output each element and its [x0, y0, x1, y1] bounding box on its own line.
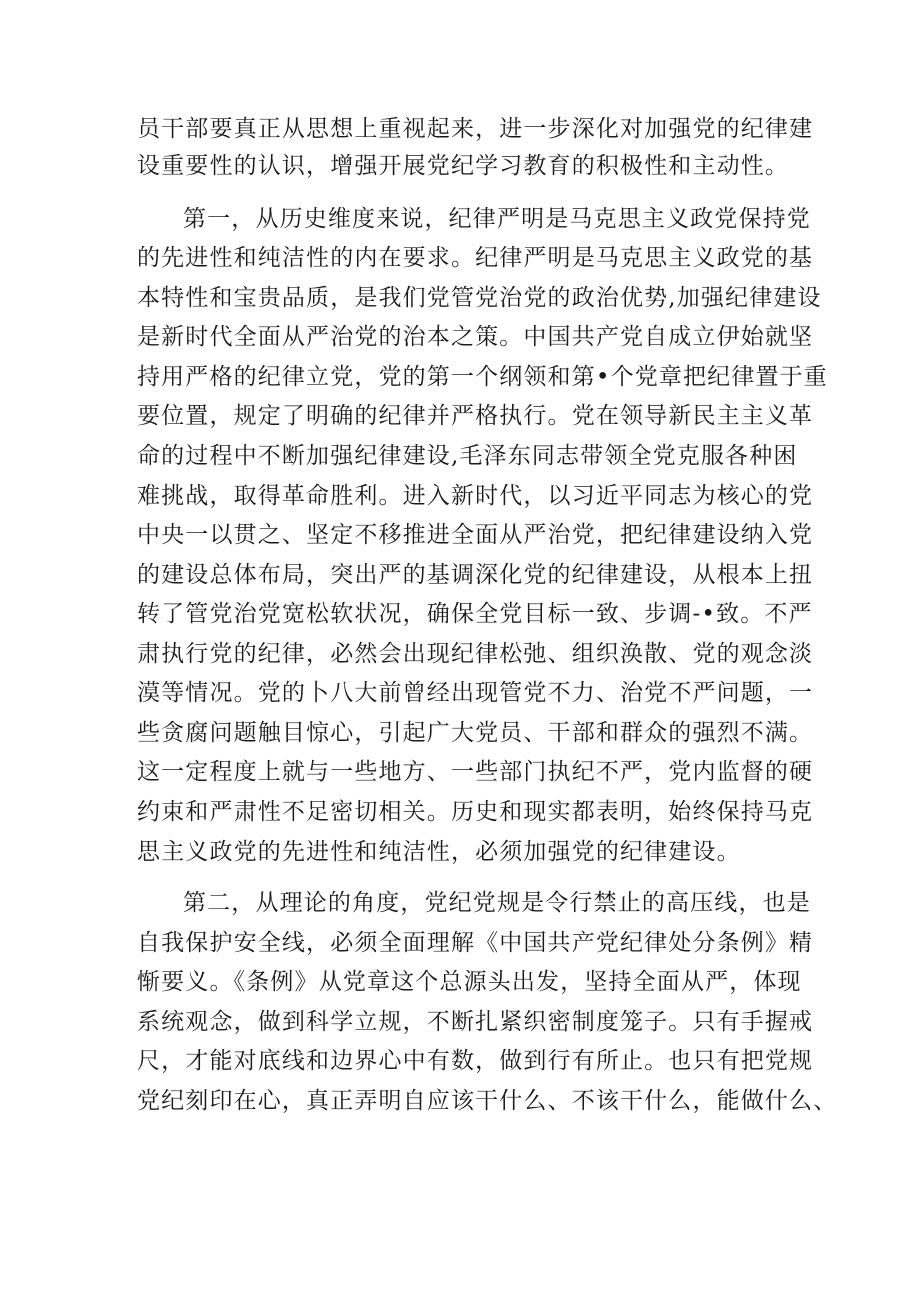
text-line: 党纪刻印在心，真正弄明自应该干什么、不该干什么，能做什么、 — [137, 1088, 838, 1114]
text-line: 中央一以贯之、坚定不移推进全面从严治党，把纪律建设纳入党 — [137, 522, 814, 548]
text-line: 尺，才能对底线和边界心中有数，做到行有所止。也只有把党规 — [137, 1048, 814, 1074]
text-line: 这一定程度上就与一些地方、一些部门执纪不严，党内监督的硬 — [137, 759, 814, 785]
text-line: 思主义政党的先进性和纯洁性，必须加强党的纪律建设。 — [137, 839, 741, 865]
text-line: 是新时代全面从严治党的治本之策。中国共产党自成立伊始就坚 — [137, 324, 814, 350]
text-line: 员干部要真正从思想上重视起来，进一步深化对加强党的纪律建 — [137, 116, 814, 142]
text-line: 转了管党治党宽松软状况，确保全党目标一致、步调-•致。不严 — [137, 601, 813, 627]
text-line: 漠等情况。党的卜八大前曾经出现管党不力、治党不严问题，一 — [137, 680, 814, 706]
text-line: 的建设总体布局，突出严的基调深化党的纪律建设，从根本上扭 — [137, 562, 814, 588]
text-line: 自我保护安全线，必须全面理解《中国共产党纪律处分条例》精 — [137, 930, 814, 956]
text-line: 的先进性和纯洁性的内在要求。纪律严明是马克思主义政党的基 — [137, 245, 814, 271]
text-line: 要位置，规定了明确的纪律并严格执行。党在领导新民主主义革 — [137, 403, 814, 429]
paragraph-2-first-line: 第二，从理论的角度，党纪党规是令行禁止的高压线，也是 — [183, 890, 811, 916]
text-line: 命的过程中不断加强纪律建设,毛泽东同志带领全党克服各种困 — [137, 443, 798, 469]
text-line: 持用严格的纪律立党，党的第一个纲领和第•个党章把纪律置于重 — [137, 364, 828, 390]
text-line: 些贪腐问题触目惊心，引起广大党员、干部和群众的强烈不满。 — [137, 720, 814, 746]
text-line: 难挑战，取得革命胜利。进入新时代，以习近平同志为核心的党 — [137, 483, 814, 509]
text-line: 肃执行党的纪律，必然会出现纪律松弛、组织涣散、党的观念淡 — [137, 641, 814, 667]
paragraph-1-first-line: 第一，从历史维度来说，纪律严明是马克思主义政党保持党 — [183, 206, 811, 232]
text-line: 惭要义。《条例》从党章这个总源头出发，坚持全面从严，体现 — [137, 969, 802, 995]
text-line: 设重要性的认识，增强开展党纪学习教育的积极性和主动性。 — [137, 153, 790, 179]
text-line: 约束和严肃性不足密切相关。历史和现实都表明，始终保持马克 — [137, 799, 814, 825]
text-line: 系统观念，做到科学立规，不断扎紧织密制度笼子。只有手握戒 — [137, 1009, 814, 1035]
text-line: 本特性和宝贵品质，是我们党管党治党的政治优势,加强纪律建设 — [137, 285, 822, 311]
